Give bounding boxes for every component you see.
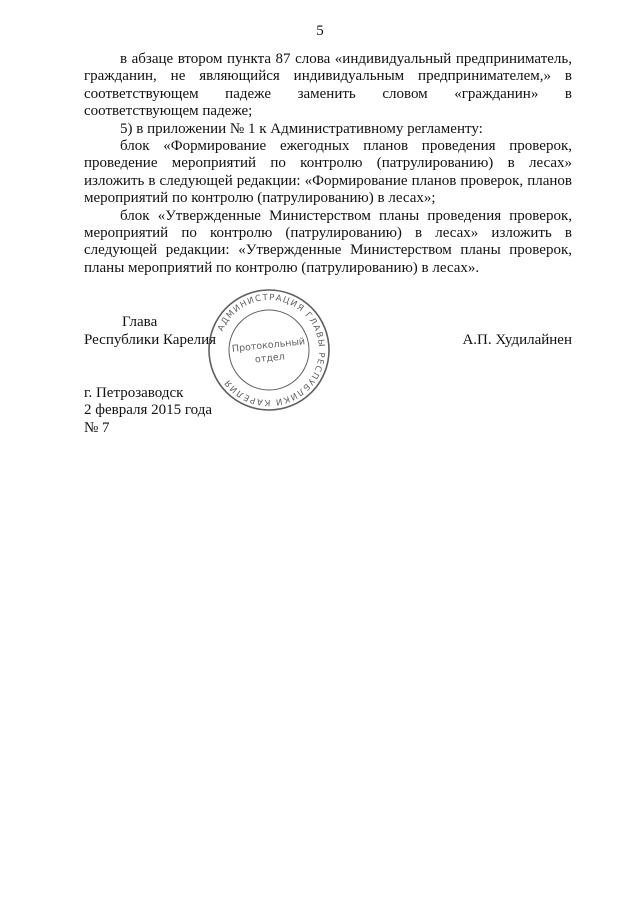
paragraph-4: блок «Утвержденные Министерством планы проведения проверок, мероприятий по контролю (патрулированию) в лесах» изложить в следующей редакции: «Утвержденные Министерством планы проверок, планы мероприятий по контролю (патрулированию) в лесах». [84,207,572,276]
seal-outer-text-path: АДМИНИСТРАЦИЯ ГЛАВЫ РЕСПУБЛИКИ КАРЕЛИЯ [216,292,327,408]
page-number: 5 [316,23,324,39]
document-date: 2 февраля 2015 года [84,402,213,419]
city: г. Петрозаводск [84,385,184,401]
seal-inner-line1: Протокольный [231,336,306,355]
paragraph-2: 5) в приложении № 1 к Административному регламенту: [120,120,483,137]
seal-inner-line2: отдел [254,351,286,366]
document-number: № 7 [84,419,110,436]
official-seal-stamp [207,288,331,412]
document-body [84,51,572,277]
paragraph-3: блок «Формирование ежегодных планов проведения проверок, проведение мероприятий по контролю (патрулированию) в лесах» изложить в следующей редакции: «Формирование планов проверок, планов мероприятий по контролю (патрулированию) в лесах»; [84,138,572,207]
signatory-name: А.П. Худилайнен [462,332,572,348]
signatory-title-line1: Глава [122,314,158,330]
signatory-title-line2: Республики Карелия [84,332,217,348]
paragraph-1: в абзаце втором пункта 87 слова «индивидуальный предприниматель, гражданин, не являющийся индивидуальным предпринимателем,» в соответствующем падеже заменить словом «гражданин» в соответствующем падеже; [84,51,572,120]
place-date-block [84,385,212,437]
